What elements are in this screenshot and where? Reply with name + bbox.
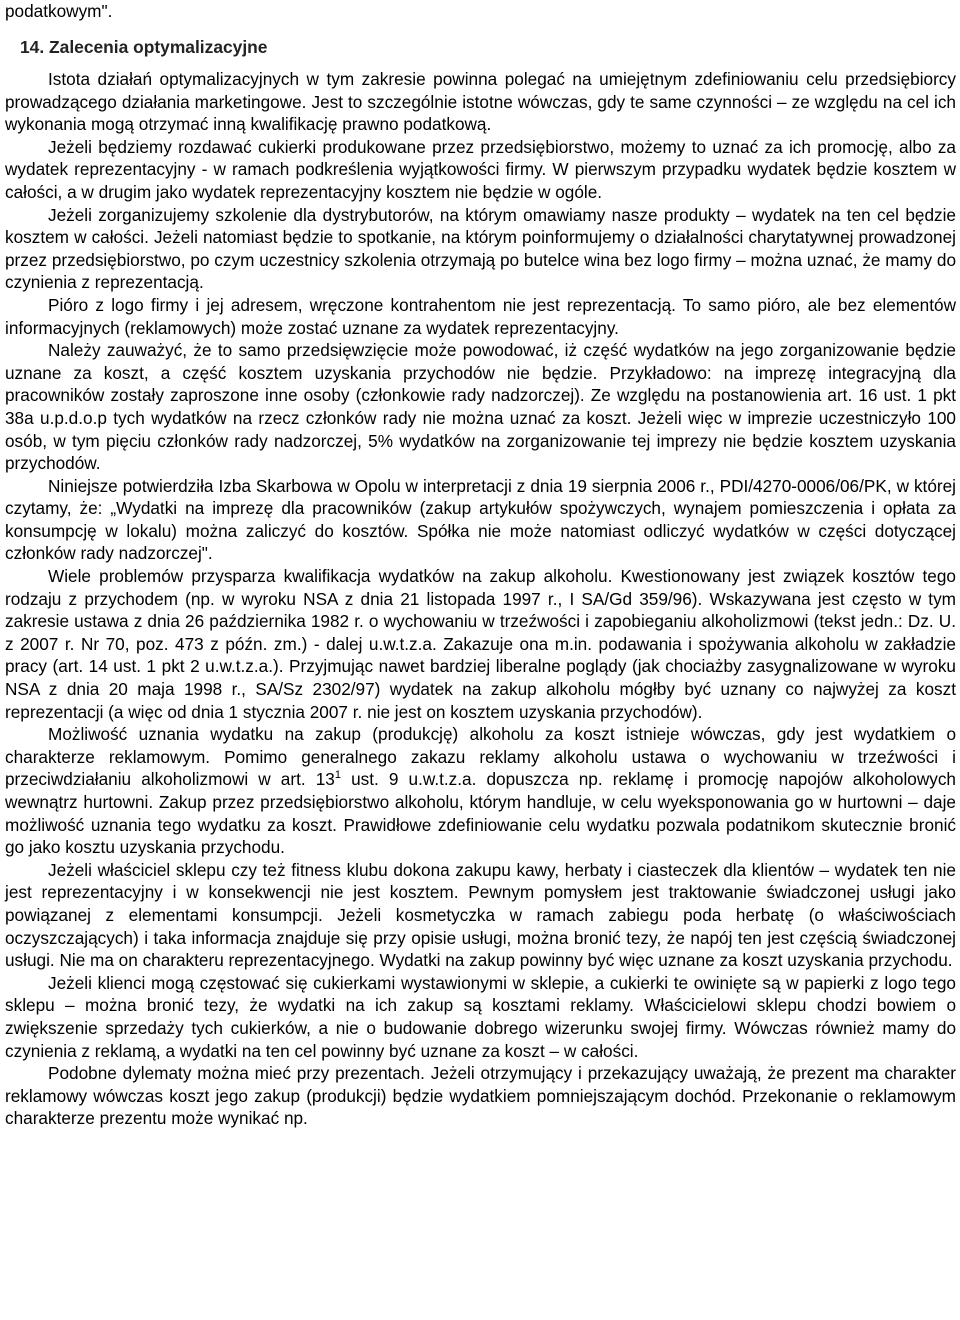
paragraph: Podobne dylematy można mieć przy prezentach. Jeżeli otrzymujący i przekazujący uważają, że prezent ma charakter reklamowy wówczas koszt jego zakup (produkcji) będzie wydatkiem pomniejszającym dochód. Przekonanie o reklamowym charakterze prezentu może wynikać np.	[5, 1063, 956, 1129]
body-text	[5, 68, 956, 1130]
paragraph: Jeżeli klienci mogą częstować się cukierkami wystawionymi w sklepie, a cukierki te owinięte są w papierki z logo tego sklepu – można bronić tezy, że wydatki na ich zakup są kosztami reklamy. Właścicielowi sklepu chodzi bowiem o zwiększenie sprzedaży tych cukierków, a nie o budowanie dobrego wizerunku swojej firmy. Wówczas również mamy do czynienia z reklamą, a wydatki na ten cel powinny być uznane za koszt – w całości.	[5, 972, 956, 1061]
paragraph	[5, 723, 956, 859]
section-title: Zalecenia optymalizacyjne	[49, 37, 268, 57]
section-number: 14.	[20, 37, 45, 57]
paragraph: Pióro z logo firmy i jej adresem, wręczone kontrahentom nie jest reprezentacją. To samo pióro, ale bez elementów informacyjnych (reklamowych) może zostać uznane za wydatek reprezentacyjny.	[5, 294, 956, 338]
paragraph: Jeżeli będziemy rozdawać cukierki produkowane przez przedsiębiorstwo, możemy to uznać za ich promocję, albo za wydatek reprezentacyjny - w ramach podkreślenia wyjątkowości firmy. W pierwszym przypadku wydatek będzie kosztem w całości, a w drugim jako wydatek reprezentacyjny kosztem nie będzie w ogóle.	[5, 136, 956, 202]
continued-text-fragment: podatkowym".	[5, 1, 113, 21]
paragraph: Niniejsze potwierdziła Izba Skarbowa w Opolu w interpretacji z dnia 19 sierpnia 2006 r., PDI/4270-0006/06/PK, w której czytamy, że: „Wydatki na imprezę dla pracowników (zakup artykułów spożywczych, wynajem pomieszczenia i opłata za konsumpcję w lokalu) można zaliczyć do kosztów. Spółka nie może natomiast odliczyć wydatków w części dotyczącej członków rady nadzorczej".	[5, 475, 956, 564]
paragraph: Należy zauważyć, że to samo przedsięwzięcie może powodować, iż część wydatków na jego zorganizowanie będzie uznane za koszt, a część kosztem uzyskania przychodów nie będzie. Przykładowo: na imprezę integracyjną dla pracowników zostały zaproszone inne osoby (członkowie rady nadzorczej). Ze względu na postanowienia art. 16 ust. 1 pkt 38a u.p.d.o.p tych wydatków na rzecz członków rady nie można uznać za koszt. Jeżeli więc w imprezie uczestniczyło 100 osób, w tym pięciu członków rady nadzorczej, 5% wydatków na zorganizowanie tej imprezy nie będzie kosztem uzyskania przychodów.	[5, 340, 956, 474]
paragraph: Jeżeli zorganizujemy szkolenie dla dystrybutorów, na którym omawiamy nasze produkty – wydatek na ten cel będzie kosztem w całości. Jeżeli natomiast będzie to spotkanie, na którym poinformujemy o działalności charytatywnej prowadzonej przez przedsiębiorstwo, po czym uczestnicy szkolenia otrzymają po butelce wina bez logo firmy – można uznać, że mamy do czynienia z reprezentacją.	[5, 204, 956, 293]
paragraph-text: ust. 9 u.w.t.z.a. dopuszcza np. reklamę i promocję napojów alkoholowych wewnątrz hurtowni. Zakup przez przedsiębiorstwo alkoholu, którym handluje, w celu wyeksponowania go w hurtowni – daje możliwość uznania tego wydatku za koszt. Prawidłowe zdefiniowanie celu wydatku pozwala podatnikom skutecznie bronić go jako kosztu uzyskania przychodu.	[5, 769, 956, 858]
paragraph-text: Możliwość uznania wydatku na zakup (produkcję) alkoholu za koszt istnieje wówczas, gdy jest wydatkiem o charakterze reklamowym. Pomimo generalnego zakazu reklamy alkoholu ustawa o wychowaniu w trzeźwości i przeciwdziałaniu alkoholizmowi w art. 13	[5, 724, 956, 790]
superscript: 1	[334, 769, 341, 782]
paragraph: Istota działań optymalizacyjnych w tym zakresie powinna polegać na umiejętnym zdefiniowaniu celu przedsiębiorcy prowadzącego działania marketingowe. Jest to szczególnie istotne wówczas, gdy te same czynności – ze względu na cel ich wykonania mogą otrzymać inną kwalifikację prawno podatkową.	[5, 69, 956, 135]
section-heading	[5, 36, 956, 58]
paragraph: Wiele problemów przysparza kwalifikacja wydatków na zakup alkoholu. Kwestionowany jest związek kosztów tego rodzaju z przychodem (np. w wyroku NSA z dnia 21 listopada 1997 r., I SA/Gd 359/96). Wskazywana jest często w tym zakresie ustawa z dnia 26 października 1982 r. o wychowaniu w trzeźwości i zapobieganiu alkoholizmowi (tekst jedn.: Dz. U. z 2007 r. Nr 70, poz. 473 z późn. zm.) - dalej u.w.t.z.a. Zakazuje ona m.in. podawania i spożywania alkoholu w zakładzie pracy (art. 14 ust. 1 pkt 2 u.w.t.z.a.). Przyjmując nawet bardziej liberalne poglądy (jak chociażby zasygnalizowane w wyroku NSA z dnia 20 maja 1998 r., SA/Sz 2302/97) wydatek na zakup alkoholu mógłby być uznany co najwyżej za koszt reprezentacji (a więc od dnia 1 stycznia 2007 r. nie jest on kosztem uzyskania przychodów).	[5, 566, 956, 722]
paragraph: Jeżeli właściciel sklepu czy też fitness klubu dokona zakupu kawy, herbaty i ciasteczek dla klientów – wydatek ten nie jest reprezentacyjny i w konsekwencji nie jest kosztem. Pewnym pomysłem jest traktowanie świadczonej usługi jako powiązanej z elementami konsumpcji. Jeżeli kosmetyczka w ramach zabiegu poda herbatę (o właściwościach oczyszczających) i taka informacja znajduje się przy opisie usługi, można bronić tezy, że napój ten jest częścią świadczonej usługi. Nie ma on charakteru reprezentacyjnego. Wydatki na zakup powinny być więc uznane za koszt uzyskania przychodu.	[5, 859, 956, 971]
